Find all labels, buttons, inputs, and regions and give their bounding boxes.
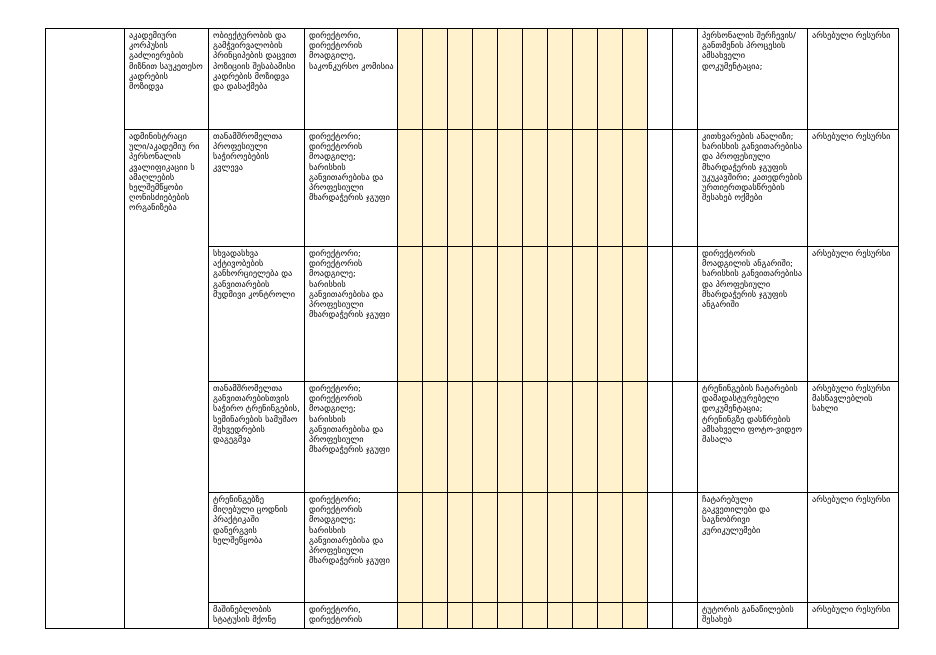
resource-cell (808, 382, 899, 493)
timeline-cell (523, 29, 548, 130)
timeline-cell (623, 603, 648, 629)
indicator-cell (698, 247, 808, 382)
timeline-cell (498, 382, 523, 493)
timeline-cell (448, 130, 473, 247)
indicator-text: ჩატარებული გაკვეთილები და საგნობრივი კურიკულუმები (702, 494, 770, 535)
timeline-cell (548, 382, 573, 493)
resource-text: არსებული რესურსი (812, 494, 891, 504)
timeline-cell (623, 493, 648, 603)
resource-cell (808, 247, 899, 382)
timeline-cell (548, 493, 573, 603)
timeline-cell (548, 603, 573, 629)
resource-text: არსებული რესურსი (812, 131, 891, 141)
activity-text: სხვადასხვა აქტივობების განხორციელება და განვითარების მუდმივი კონტროლი (213, 248, 296, 299)
resource-text: არსებული რესურსი (812, 248, 891, 258)
activity-text: თანამშრომელთა განვითარებისთვის საჭირო ტრენინგების, სემინარების სამუშაო შეხვედრების დაგეგმვა (213, 383, 300, 445)
indicator-text: დირექტორის მოადგილის ანგარიში; ხარისხის განვითარებისა და პროფესიული მხარდაჭერის ჯგუფის ანგარიში (702, 248, 803, 310)
indicator-cell (698, 493, 808, 603)
responsible-text: დირექტორი; დირექტორის მოადგილე; ხარისხის განვითარებისა და პროფესიული მხარდაჭერის ჯგუფი (309, 494, 390, 566)
responsible-cell (305, 603, 398, 629)
timeline-cell (548, 130, 573, 247)
resource-cell (808, 603, 899, 629)
timeline-cell (398, 382, 423, 493)
timeline-cell (498, 493, 523, 603)
timeline-cell (448, 247, 473, 382)
timeline-cell (673, 29, 698, 130)
timeline-cell (498, 247, 523, 382)
empty-cell (46, 29, 125, 629)
timeline-cell (398, 29, 423, 130)
timeline-cell (648, 382, 673, 493)
timeline-cell (473, 130, 498, 247)
timeline-cell (448, 382, 473, 493)
timeline-cell (598, 130, 623, 247)
timeline-cell (623, 382, 648, 493)
responsible-text: დირექტორი, დირექტორის (309, 604, 363, 625)
responsible-text: დირექტორი; დირექტორის მოადგილე; ხარისხის განვითარებისა და პროფესიული მხარდაჭერის ჯგუფი (309, 383, 390, 455)
responsible-cell (305, 130, 398, 247)
responsible-cell (305, 247, 398, 382)
timeline-cell (623, 247, 648, 382)
activity-cell (209, 29, 305, 130)
timeline-cell (623, 130, 648, 247)
timeline-cell (598, 603, 623, 629)
timeline-cell (573, 382, 598, 493)
timeline-cell (573, 247, 598, 382)
activity-text: თანამშრომელთა პროფესიული საჭიროებების კვლევა (213, 131, 283, 172)
goal-text: ადმინისტრაცი ული/აკადემიუ რი პერსონალის კვალიფიკაციი ს ამაღლების ხელშემწყობი ღონისძიებების ორგანიზება (129, 131, 200, 213)
timeline-cell (598, 247, 623, 382)
timeline-cell (473, 247, 498, 382)
timeline-cell (673, 603, 698, 629)
resource-text: არსებული რესურსი მასწავლებლის სახლი (812, 383, 891, 414)
timeline-cell (398, 603, 423, 629)
timeline-cell (648, 130, 673, 247)
timeline-cell (673, 247, 698, 382)
timeline-cell (398, 130, 423, 247)
plan-table (45, 28, 899, 629)
timeline-cell (548, 29, 573, 130)
indicator-cell (698, 382, 808, 493)
resource-cell (808, 130, 899, 247)
timeline-cell (423, 29, 448, 130)
timeline-cell (523, 247, 548, 382)
responsible-text: დირექტორი, დირექტორის მოადგილე, საკონკურსო კომისია (309, 30, 394, 71)
activity-text: ობიექტურობის და გამჭვირვალობის პრინციპების დაცვით პოზიციის შესაბამისი კადრების მოზიდვა და დასაქმება (213, 30, 297, 92)
responsible-cell (305, 29, 398, 130)
responsible-cell (305, 382, 398, 493)
timeline-cell (648, 603, 673, 629)
timeline-cell (523, 603, 548, 629)
timeline-cell (423, 382, 448, 493)
timeline-cell (423, 493, 448, 603)
activity-cell (209, 130, 305, 247)
timeline-cell (398, 247, 423, 382)
timeline-cell (598, 493, 623, 603)
timeline-cell (648, 29, 673, 130)
timeline-cell (423, 603, 448, 629)
goal-cell (125, 29, 209, 130)
responsible-cell (305, 493, 398, 603)
activity-text: მაშინებლობის სტატუსის მქონე (213, 604, 277, 625)
timeline-cell (448, 29, 473, 130)
timeline-cell (448, 603, 473, 629)
indicator-cell (698, 29, 808, 130)
resource-cell (808, 29, 899, 130)
timeline-cell (598, 382, 623, 493)
timeline-cell (448, 493, 473, 603)
activity-text: ტრენინგებზე მიღებული ცოდნის პრაქტიკაში დანერგვის ხელშეწყობა (213, 494, 288, 545)
timeline-cell (673, 493, 698, 603)
timeline-cell (473, 29, 498, 130)
timeline-cell (598, 29, 623, 130)
activity-cell (209, 247, 305, 382)
timeline-cell (573, 493, 598, 603)
timeline-cell (498, 29, 523, 130)
indicator-text: პერსონალის შერჩევის/განთმენის პროცესის ამსახველი დოკუმენტაცია; (702, 30, 796, 71)
activity-cell (209, 603, 305, 629)
indicator-text: ტრენინგების ჩატარების დამადასტურებელი დოკუმენტაცია; ტრენინგზე დასწრების ამსახველი ფოტო-ვიდეო მასალა (702, 383, 803, 445)
timeline-cell (473, 493, 498, 603)
indicator-text: ტუტორის განაწილების შესახებ (702, 604, 794, 625)
responsible-text: დირექტორი; დირექტორის მოადგილე; ხარისხის განვითარებისა და პროფესიული მხარდაჭერის ჯგუფი (309, 248, 390, 320)
resource-cell (808, 493, 899, 603)
resource-text: არსებული რესურსი (812, 604, 891, 614)
timeline-cell (423, 247, 448, 382)
timeline-cell (498, 130, 523, 247)
timeline-cell (523, 493, 548, 603)
timeline-cell (573, 130, 598, 247)
activity-cell (209, 493, 305, 603)
goal-cell (125, 130, 209, 629)
timeline-cell (473, 603, 498, 629)
timeline-cell (573, 29, 598, 130)
timeline-cell (473, 382, 498, 493)
timeline-cell (573, 603, 598, 629)
timeline-cell (523, 382, 548, 493)
indicator-cell (698, 130, 808, 247)
responsible-text: დირექტორი; დირექტორის მოადგილე; ხარისხის განვითარებისა და პროფესიული მხარდაჭერის ჯგუფი (309, 131, 390, 203)
resource-text: არსებული რესურსი (812, 30, 891, 40)
indicator-text: კითხვარების ანალიზი; ხარისხის განვითარებისა და პროფესიული მხარდაჭერის ჯგუფის უკუკავშირი; კათედრების ურთიერთდასწრების შესახებ ოქმები (702, 131, 803, 203)
timeline-cell (498, 603, 523, 629)
timeline-cell (523, 130, 548, 247)
goal-text: აკადემიური კორპუსის გაძლიერების მიზნით საუკეთესო კადრების მოზიდვა (129, 30, 203, 92)
indicator-cell (698, 603, 808, 629)
timeline-cell (673, 130, 698, 247)
table-row (46, 130, 899, 247)
timeline-cell (423, 130, 448, 247)
timeline-cell (548, 247, 573, 382)
timeline-cell (673, 382, 698, 493)
timeline-cell (648, 247, 673, 382)
timeline-cell (648, 493, 673, 603)
timeline-cell (623, 29, 648, 130)
table-row (46, 29, 899, 130)
activity-cell (209, 382, 305, 493)
timeline-cell (398, 493, 423, 603)
